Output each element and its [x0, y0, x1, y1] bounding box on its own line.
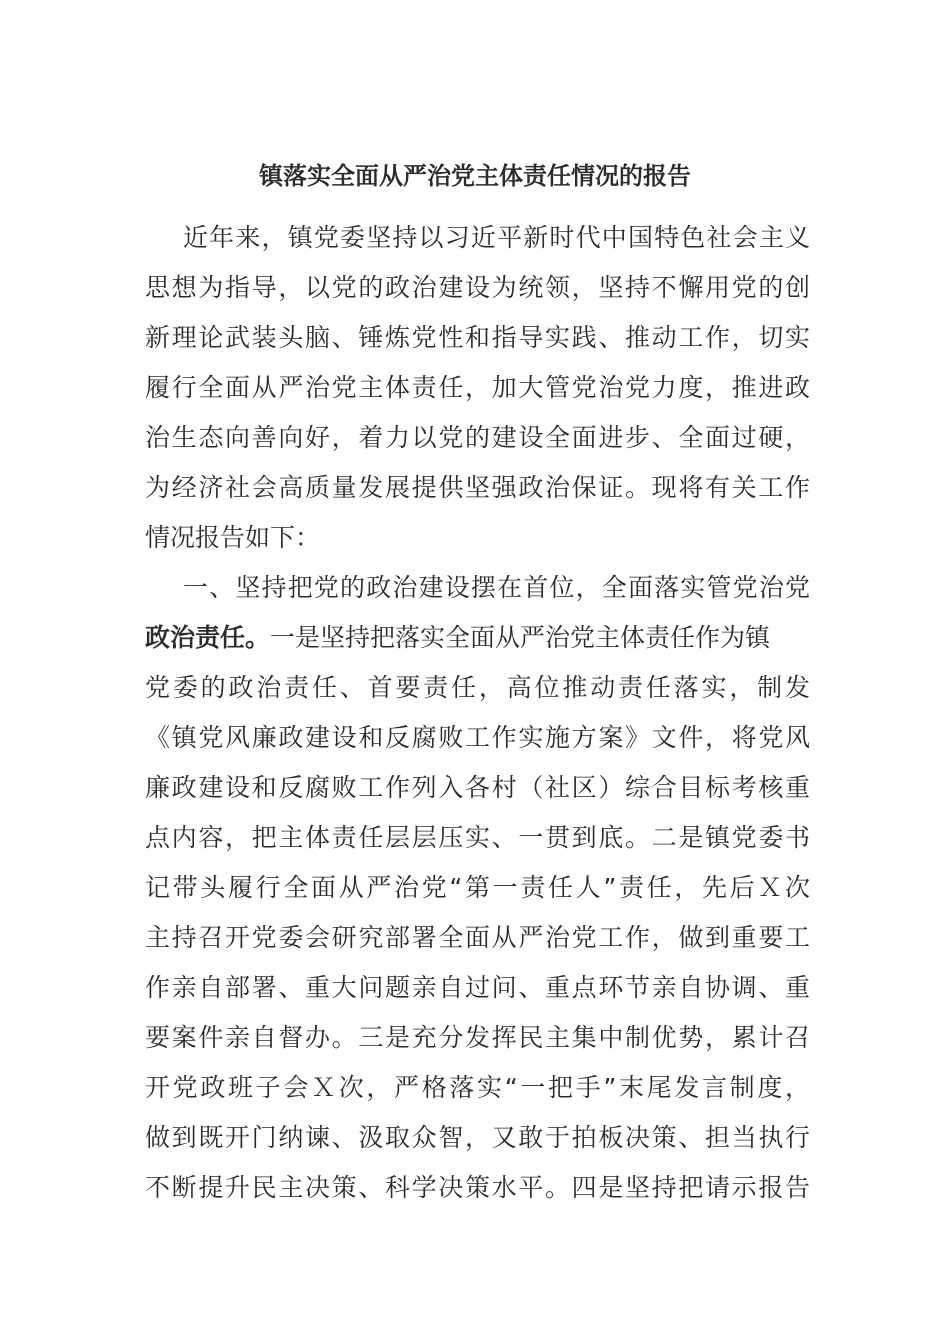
body-line: 作亲自部署、重大问题亲自过问、重点环节亲自协调、重	[145, 973, 810, 1002]
body-line: 新理论武装头脑、锤炼党性和指导实践、推动工作，切实	[145, 323, 810, 352]
body-line-fragment: 一是坚持把落实全面从严治党主体责任作为镇	[270, 623, 771, 652]
body-line: 点内容，把主体责任层层压实、一贯到底。二是镇党委书	[145, 823, 810, 852]
body-line: 党委的政治责任、首要责任，高位推动责任落实，制发	[145, 673, 810, 702]
body-line: 《镇党风廉政建设和反腐败工作实施方案》文件，将党风	[145, 723, 810, 752]
document-title: 镇落实全面从严治党主体责任情况的报告	[259, 162, 691, 190]
body-line: 近年来，镇党委坚持以习近平新时代中国特色社会主义	[183, 223, 810, 252]
body-line: 治生态向善向好，着力以党的建设全面进步、全面过硬，	[145, 423, 810, 452]
section-heading-line: 一、坚持把党的政治建设摆在首位，全面落实管党治党	[183, 573, 810, 602]
body-line: 记带头履行全面从严治党“第一责任人”责任，先后Ｘ次	[145, 873, 810, 902]
body-line: 情况报告如下：	[145, 523, 321, 552]
body-line: 履行全面从严治党主体责任，加大管党治党力度，推进政	[145, 373, 810, 402]
document-body	[145, 213, 810, 1213]
body-line: 要案件亲自督办。三是充分发挥民主集中制优势，累计召	[145, 1023, 810, 1052]
body-line: 廉政建设和反腐败工作列入各村（社区）综合目标考核重	[145, 773, 810, 802]
body-line: 开党政班子会Ｘ次，严格落实“一把手”末尾发言制度，	[145, 1073, 810, 1102]
body-line: 做到既开门纳谏、汲取众智，又敢于拍板决策、担当执行	[145, 1123, 810, 1152]
section-heading-continuation-line	[145, 613, 810, 663]
body-line: 为经济社会高质量发展提供坚强政治保证。现将有关工作	[145, 473, 810, 502]
body-line: 思想为指导，以党的政治建设为统领，坚持不懈用党的创	[145, 273, 810, 302]
body-line: 不断提升民主决策、科学决策水平。四是坚持把请示报告	[145, 1173, 810, 1202]
body-line: 主持召开党委会研究部署全面从严治党工作，做到重要工	[145, 923, 810, 952]
section-heading-end: 政治责任。	[145, 623, 271, 652]
